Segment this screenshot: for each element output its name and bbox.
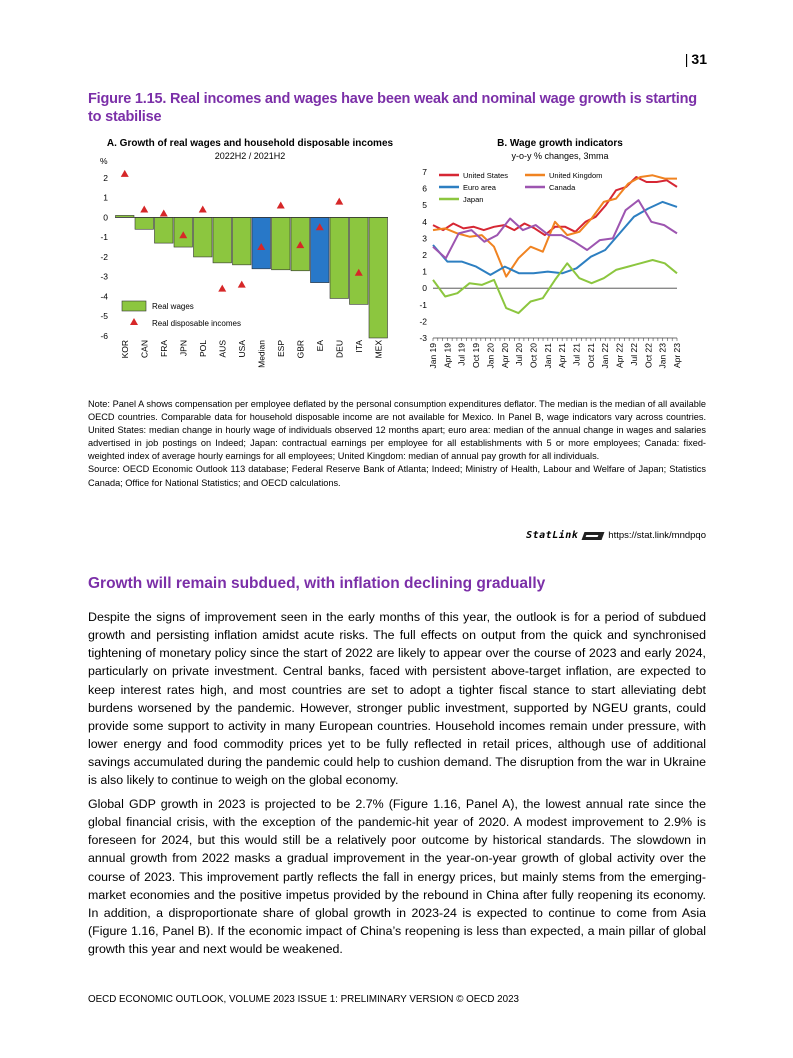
panel-b-subtitle: y-o-y % changes, 3mma [511, 151, 609, 161]
x-tick-label: Apr 22 [614, 343, 625, 369]
y-tick-label: 5 [422, 200, 427, 211]
figure-note [88, 398, 706, 490]
series-line-japan [433, 260, 677, 313]
income-marker-usa [238, 281, 246, 288]
y-tick-label: -3 [100, 271, 108, 282]
y-tick-label: 0 [422, 283, 427, 294]
panel-b-chart [413, 158, 703, 388]
income-marker-esp [277, 202, 285, 209]
panel-a-title: A. Growth of real wages and household disposable incomes [106, 138, 394, 149]
panel-a-subtitle: 2022H2 / 2021H2 [214, 151, 286, 161]
y-tick-label: 3 [422, 233, 427, 244]
panel-b-title: B. Wage growth indicators [497, 138, 623, 149]
x-tick-label: Jul 20 [514, 343, 525, 366]
x-tick-label: Jul 19 [456, 343, 467, 366]
panel-b-legend [439, 171, 602, 204]
x-tick-label: Oct 19 [471, 343, 482, 369]
legend-label: United Kingdom [549, 171, 603, 180]
note-text: Note: Panel A shows compensation per employee deflated by the personal consumption expenditures deflator. The median is the median of all available OECD countries. Comparable data for household disposable income are not available for Mexico. In Panel B, wage indicators vary across countries. United States: median change in hourly wage of individuals observed 12 months apart; euro area: median of the annual change in wages and salaries advertised in job postings on Indeed; Japan: contractual earnings per employee for all establishments with 5 or more employees; Canada: fixed-weighted index of average hourly earnings for all employees; United Kingdom: median of annual pay growth for all individuals. [88, 399, 706, 462]
section-heading: Growth will remain subdued, with inflation declining gradually [88, 575, 546, 592]
bar-pol [194, 217, 213, 257]
x-tick-label: CAN [139, 340, 150, 358]
y-tick-label: -5 [100, 311, 108, 322]
x-tick-label: Jan 20 [485, 343, 496, 369]
income-marker-pol [199, 206, 207, 213]
legend-label: Canada [549, 183, 576, 192]
figure-title: Figure 1.15. Real incomes and wages have been weak and nominal wage growth is starting to stabilise [88, 91, 697, 125]
x-tick-label: ESP [275, 340, 286, 358]
y-tick-label: -3 [419, 333, 427, 343]
legend-swatch-wages [122, 301, 146, 311]
y-tick-label: 2 [103, 172, 108, 183]
y-tick-label: 1 [422, 266, 427, 277]
paragraph-2: Global GDP growth in 2023 is projected to be 2.7% (Figure 1.16, Panel A), the lowest annual rate since the global financial crisis, with the exception of the pandemic-hit year of 2020. A modest improvement to 2.9% is foreseen for 2024, but this would still be a relatively poor outcome by historical standards. The slowdown in annual growth from 2022 masks a gradual improvement in the year-on-year growth of global activity over the course of 2023. This improvement partly reflects the fall in energy prices, but mainly stems from the emerging-market economies and the positive impetus provided by the rebound in China after fully reopening its economy. In addition, a disproportionate share of global growth in 2023-24 is expected to continue to come from Asia (Figure 1.16, Panel B). If the economic impact of China’s reopening is less than expected, a main pillar of global growth this year and next would be weakened. [88, 797, 706, 957]
x-tick-label: Jan 22 [600, 343, 611, 369]
statlink-url[interactable]: https://stat.link/mndpqo [608, 530, 706, 541]
panel-a-chart [88, 158, 388, 388]
x-tick-label: ITA [353, 340, 364, 353]
bar-aus [213, 217, 232, 262]
series-line-canada [433, 200, 677, 258]
bar-deu [330, 217, 349, 298]
paragraph-1: Despite the signs of improvement seen in the early months of this year, the outlook is for a period of subdued growth and persisting inflation amidst acute risks. The full effects on output from the quick and synchronised tightening of monetary policy since the start of 2022 are likely to appear over the course of 2023 and early 2024, particularly on private investment. Central banks, faced with persistent above-target inflation, are expected to keep interest rates high, and most countries are set to adopt a tighter fiscal stance to start alleviating debt burdens worsened by the pandemic. However, stronger public investment, supported by NGEU grants, could provide some support to activity in many European countries. Household incomes remain under pressure, with lower energy and food commodity prices yet to be fully reflected in retail prices, although use of additional savings accumulated during the pandemic could help to cushion demand. The disruption from the war in Ukraine is also likely to continue to weigh on the global economy. [88, 610, 706, 788]
bar-ita [350, 217, 369, 304]
x-tick-label: Oct 22 [643, 343, 654, 369]
x-tick-label: EA [314, 340, 325, 352]
x-tick-label: Oct 21 [585, 343, 596, 369]
x-tick-label: Jan 19 [428, 343, 438, 369]
y-tick-label: -1 [419, 299, 427, 310]
legend-label-incomes: Real disposable incomes [152, 319, 241, 328]
y-tick-label: 0 [103, 212, 108, 223]
legend-label: United States [463, 171, 509, 180]
y-tick-label: 2 [422, 250, 427, 260]
x-tick-label: FRA [158, 340, 169, 357]
y-tick-label: -6 [100, 331, 108, 341]
income-marker-can [140, 206, 148, 213]
x-tick-label: POL [197, 340, 208, 358]
x-tick-label: Apr 23 [672, 343, 682, 369]
x-tick-label: Jan 23 [657, 343, 668, 369]
statlink[interactable] [526, 530, 706, 541]
statlink-logo-icon [582, 532, 605, 540]
x-tick-label: Median [256, 340, 267, 368]
x-tick-label: USA [236, 340, 247, 358]
income-marker-kor [121, 170, 129, 177]
x-tick-label: KOR [119, 340, 130, 359]
x-tick-label: Apr 21 [557, 343, 568, 369]
y-tick-label: -1 [100, 232, 108, 243]
bar-usa [233, 217, 252, 264]
bar-can [135, 217, 154, 229]
x-tick-label: Apr 19 [442, 343, 453, 369]
x-tick-label: Jul 22 [628, 343, 639, 366]
source-text: Source: OECD Economic Outlook 113 database; Federal Reserve Bank of Atlanta; Indeed; Ministry of Health, Labour and Welfare of Japan; Statistics Canada; Office for National Statistics; and OECD calculations. [88, 464, 706, 488]
bar-mex [369, 217, 388, 338]
y-tick-label: -4 [100, 291, 108, 302]
bar-fra [155, 217, 174, 243]
legend-label: Euro area [463, 183, 496, 192]
x-tick-label: Apr 20 [499, 343, 510, 369]
statlink-brand: StatLink [526, 530, 579, 541]
income-marker-aus [218, 285, 226, 292]
page-footer: OECD ECONOMIC OUTLOOK, VOLUME 2023 ISSUE 1: PRELIMINARY VERSION © OECD 2023 [88, 994, 519, 1005]
legend-label-wages: Real wages [152, 302, 194, 311]
y-tick-label: 4 [422, 216, 427, 227]
y-tick-label: -2 [419, 316, 427, 327]
x-tick-label: Jul 21 [571, 343, 582, 366]
x-tick-label: Jan 21 [542, 343, 553, 369]
x-tick-label: MEX [373, 340, 384, 359]
bar-esp [272, 217, 291, 269]
income-marker-fra [160, 209, 168, 216]
x-tick-label: AUS [217, 340, 228, 358]
x-tick-label: JPN [178, 340, 189, 357]
legend-label: Japan [463, 195, 484, 204]
x-tick-label: DEU [334, 340, 345, 358]
panel-a-legend [120, 298, 241, 334]
y-tick-label: -2 [100, 251, 108, 262]
y-tick-label: 7 [422, 167, 427, 177]
y-tick-label: 6 [422, 183, 427, 194]
x-tick-label: GBR [295, 340, 306, 359]
y-axis-unit: % [100, 156, 108, 166]
y-tick-label: 1 [103, 192, 108, 203]
page-number: | 31 [684, 51, 707, 67]
income-marker-deu [335, 198, 343, 205]
x-tick-label: Oct 20 [528, 343, 539, 369]
